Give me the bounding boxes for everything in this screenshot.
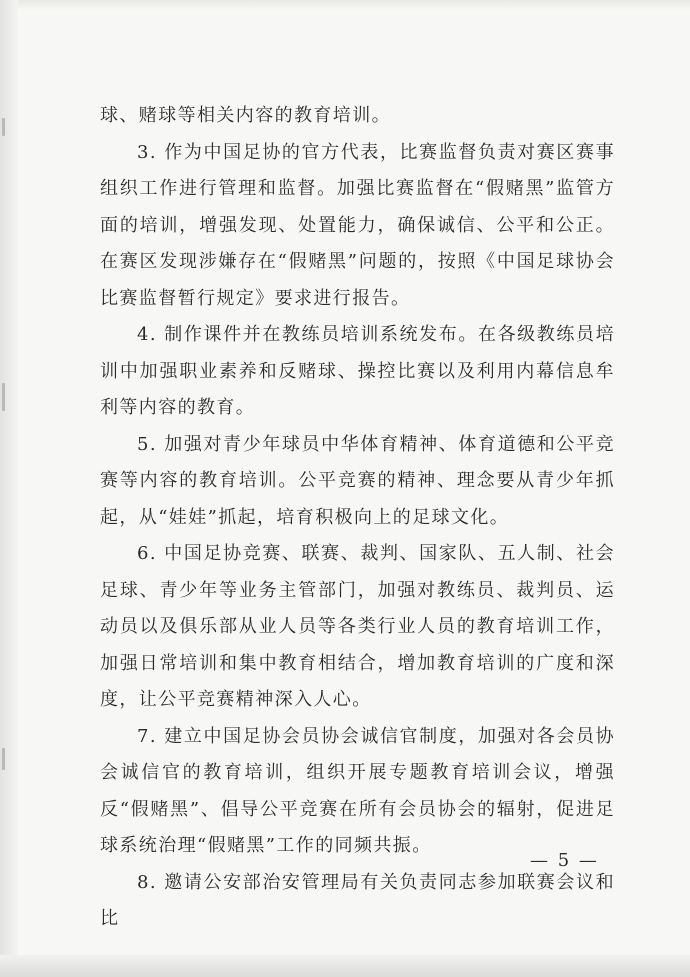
scan-edge-top <box>0 0 690 10</box>
page-number: — 5 — <box>530 850 599 871</box>
scan-edge-bottom <box>0 955 690 977</box>
paragraph-item-5: 5. 加强对青少年球员中华体育精神、体育道德和公平竞赛等内容的教育培训。公平竞赛的精神、理念要从青少年抓起，从“娃娃”抓起，培育积极向上的足球文化。 <box>100 433 615 528</box>
document-body <box>100 98 615 938</box>
scan-mark <box>2 118 5 136</box>
paragraph-continuation: 球、赌球等相关内容的教育培训。 <box>100 105 391 126</box>
paragraph-item-3: 3. 作为中国足协的官方代表，比赛监督负责对赛区赛事组织工作进行管理和监督。加强比赛监督在“假赌黑”监管方面的培训，增强发现、处置能力，确保诚信、公平和公正。在赛区发现涉嫌存在“假赌黑”问题的，按照《中国足球协会比赛监督暂行规定》要求进行报告。 <box>100 141 615 309</box>
paragraph-item-4: 4. 制作课件并在教练员培训系统发布。在各级教练员培训中加强职业素养和反赌球、操控比赛以及利用内幕信息牟利等内容的教育。 <box>100 324 615 418</box>
scan-edge-left <box>0 0 18 977</box>
paragraph-item-7: 7. 建立中国足协会员协会诚信官制度，加强对各会员协会诚信官的教育培训，组织开展专题教育培训会议，增强反“假赌黑”、倡导公平竞赛在所有会员协会的辐射，促进足球系统治理“假赌黑”工作的同频共振。 <box>100 725 615 856</box>
paragraph-item-6: 6. 中国足协竞赛、联赛、裁判、国家队、五人制、社会足球、青少年等业务主管部门，加强对教练员、裁判员、运动员以及俱乐部从业人员等各类行业人员的教育培训工作，加强日常培训和集中教育相结合，增加教育培训的广度和深度，让公平竞赛精神深入人心。 <box>100 543 615 710</box>
paragraph-item-8: 8. 邀请公安部治安管理局有关负责同志参加联赛会议和比 <box>100 871 615 929</box>
scan-mark <box>2 748 5 770</box>
scan-mark <box>2 383 5 411</box>
